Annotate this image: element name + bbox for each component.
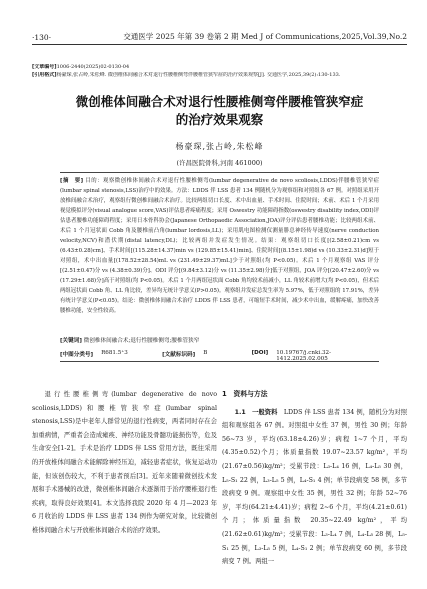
intro-paragraph: 退行性腰椎侧弯(lumbar degenerative de novo scoliosis,LDDS)和腰椎管狭窄症(lumbar spinal stenosis,LSS)是中老年人群常见的退行性病变，两者同时存在会加重病情，严重者会造成瘫痪、神经功能及骨髓功能损伤等，危及生命安全[1-2]。手术是治疗 LDDS 伴 LSS 常用方法，既往采用的开放椎体间融合术能解除神经压迫，减轻患者症状，恢复运动功能，但该创伤较大，不利于患者预后[3]。近年来随着微创技术发展和手术器械的改进，微创椎体间融合术逐渐用于治疗腰椎退行性疾病，取得良好效果[4]。本文选择我院 2020 年 4 月—2023 年 6 月收治的 LDDS 伴 LSS 患者 134 例作为研究对象，比较微创椎体间融合术与开放椎体间融合术的治疗效果。 bbox=[32, 391, 217, 534]
running-header bbox=[32, 30, 407, 42]
subsection-heading: 1.1 一般资料 bbox=[234, 408, 278, 416]
doi-label: [DOI] bbox=[251, 350, 269, 356]
journal-citation: 交通医学 2025 年第 39 卷第 2 期 Med J of Communications,2025,Vol.39,No.2 bbox=[123, 32, 407, 41]
citation-format-label: [引用格式] bbox=[32, 72, 57, 78]
doc-code-value: B bbox=[203, 350, 208, 356]
keywords-label: [关键词] bbox=[60, 338, 82, 344]
article-number: 1006-2440(2025)02-0130-04 bbox=[56, 64, 130, 70]
affiliation: (许昌医院骨科,河南 461000) bbox=[176, 159, 263, 167]
general-info-paragraph bbox=[222, 406, 407, 569]
abstract-bottom-rule bbox=[60, 361, 379, 362]
article-title bbox=[32, 93, 407, 129]
clc-label: [中图分类号] bbox=[60, 352, 94, 358]
keywords bbox=[60, 336, 379, 344]
clc-value: R681.5⁺3 bbox=[101, 350, 128, 356]
article-number-label: [文章编号] bbox=[32, 64, 57, 70]
title-line-2: 的治疗效果观察 bbox=[175, 112, 264, 127]
body-column-right bbox=[222, 388, 407, 569]
abstract-text: 目的：观察微创椎体间融合术对退行性腰椎侧弯(lumbar degenerative de novo scoliosis,LDDS)伴腰椎管狭窄症(lumbar spinal stenosis,LSS)治疗中的效果。方法：LDDS 伴 LSS 患者 134 例随机分为观察组和对照组各 67 例。对照组采用开放椎间融合术治疗，观察组行微创椎间融合术治疗。比较两组切口长度、术中出血量、手术时间、住院时间；术前、术后 1 个月采用视觉模拟评分(visual analogue score,VAS)评估患者疼痛程度；采用 Oswestry 功能障碍指数(oswestry disability index,ODI)评估患者腰椎功能障碍程度；采用日本骨科协会(Japanese Orthopaedic Association,JOA)评分评估患者腰椎功能；比较两组术前、术后 1 个月冠状面 Cobb 角及腰椎前凸角(lumbar lordosis,LL)；采用肌电图检测仪测量腓总神经传导速度(nerve conduction velocity,NCV)和潜伏期(distal latency,DL)；比较两组并发症发生情况。结果：观察组切口长度[(2.58±0.21)cm vs (6.43±0.28)cm]、手术时间[(115.28±14.37)min vs (129.85±15.41)min]、住院时间[(8.15±1.98)d vs (10.33±2.31)d]短于对照组，术中出血量[(178.52±28.54)mL vs (231.49±29.37)mL]少于对照组(均 P<0.05)。术后 1 个月观察组 VAS 评分[(2.51±0.47)分 vs (4.38±0.39)分]、ODI 评分[(9.84±3.12)分 vs (11.35±2.98)分]低于对照组，JOA 评分[(20.47±2.60)分 vs (17.29±1.68)分]高于对照组(均 P<0.05)。术后 1 个月两组冠状面 Cobb 角均较术前减小，LL 角较术前增大(均 P<0.05)，但术后两组冠状面 Cobb 角、LL 角比较，差异均无统计学意义(P>0.05)。观察组并发症总发生率为 5.97%，低于对照组的 17.91%，差异有统计学意义(P<0.05)。结论：微创椎体间融合术治疗 LDDS 伴 LSS 患者，可缩短手术时间，减少术中出血，缓解疼痛，加快改善腰椎功能，安全性较高。 bbox=[60, 178, 379, 314]
abstract-top-rule bbox=[60, 172, 379, 173]
abstract bbox=[60, 176, 379, 316]
title-line-1: 微创椎体间融合术对退行性腰椎侧弯伴腰椎管狭窄症 bbox=[75, 94, 364, 109]
abstract-label: [摘 要] bbox=[60, 178, 84, 184]
authors: 杨豪琛,张占岭,朱松峰 bbox=[175, 142, 264, 151]
page-number: ·130· bbox=[32, 33, 52, 42]
header-rule bbox=[32, 44, 407, 45]
doi-value: 10.19767/j.cnki.32-1412.2025.02.005 bbox=[276, 350, 331, 362]
citation-format: 杨豪琛,张占岭,朱松峰. 微创椎体间融合术对退行性腰椎侧弯伴腰椎管狭窄症的治疗效果观察[J]. 交通医学,2025,39(2):130-133. bbox=[56, 72, 341, 78]
article-number-line bbox=[32, 64, 407, 71]
general-info-text: LDDS 伴 LSS 患者 134 例，随机分为对照组和观察组各 67 例。对照组中女性 37 例，男性 30 例；年龄 56~73 岁，平均(63.18±4.26)岁；病程 1~7 个月，平均(4.35±0.52)个月；体质量指数 19.07~23.57 kg/m²，平均(21.67±0.56)kg/m²；受累节段：L₃-L₄ 16 例，L₄-L₅ 30 例，L₅-S₁ 22 例，L₃-L₅ 5 例，L₄-S₁ 4 例；单节段病变 58 例，多节段病变 9 例。观察组中女性 35 例，男性 32 例；年龄 52~76 岁，平均(64.21±4.41)岁；病程 2~6 个月，平均(4.21±0.61)个月；体质量指数 20.35~22.49 kg/m²，平均(21.62±0.61)kg/m²；受累节段：L₃-L₄ 7 例，L₄-L₅ 28 例，L₅-S₁ 25 例，L₃-L₅ 5 例，L₄-S₁ 2 例；单节段病变 60 例，多节段病变 7 例。两组一 bbox=[222, 408, 408, 566]
section-heading: 1 资料与方法 bbox=[222, 390, 268, 398]
body-column-left bbox=[32, 388, 217, 538]
citation-format-line bbox=[32, 72, 407, 79]
keywords-text: 微创椎体间融合术;退行性腰椎侧弯;腰椎管狭窄 bbox=[83, 338, 200, 344]
doc-code-label: [文献标识码] bbox=[162, 352, 196, 358]
